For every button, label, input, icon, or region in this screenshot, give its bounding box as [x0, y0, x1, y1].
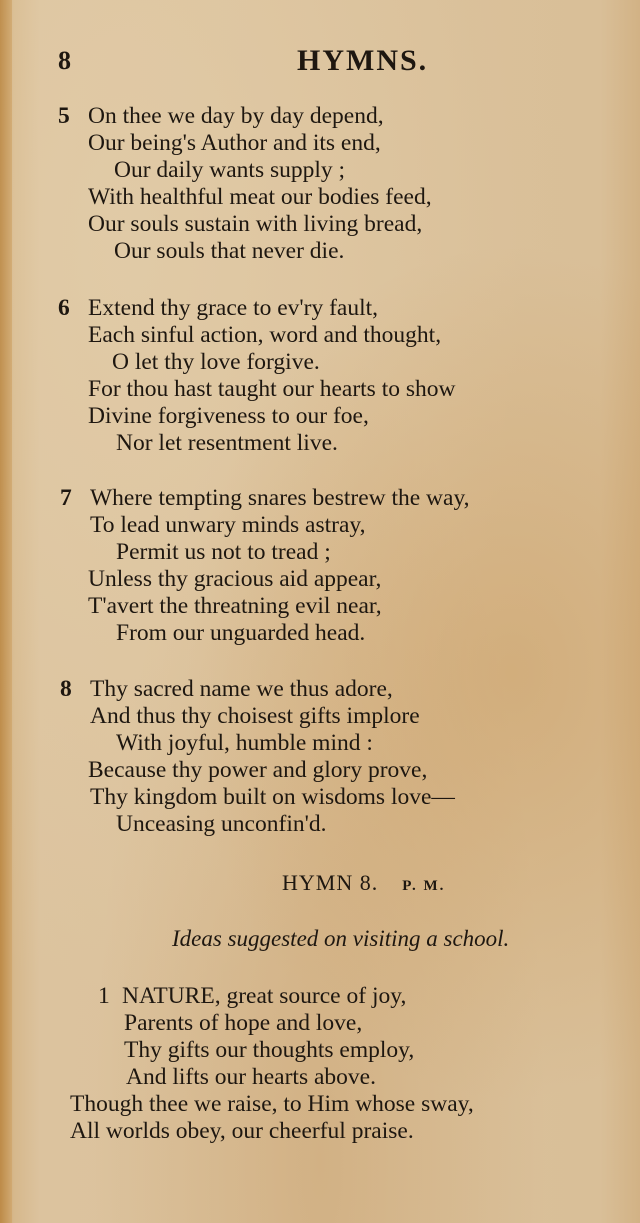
hymn-title: HYMN 8. — [282, 870, 379, 895]
running-title: HYMNS. — [297, 44, 429, 77]
page-header — [0, 40, 640, 80]
verse-line: NATURE, great source of joy, — [122, 983, 407, 1009]
verse-line: Permit us not to tread ; — [116, 539, 331, 565]
verse-line: Unless thy gracious aid appear, — [88, 566, 382, 592]
stanza-number: 7 — [60, 485, 72, 511]
verse-line: Thy gifts our thoughts employ, — [124, 1037, 415, 1063]
verse-line: All worlds obey, our cheerful praise. — [70, 1118, 414, 1144]
verse-line: Where tempting snares bestrew the way, — [90, 485, 470, 511]
verse-line: And thus thy choisest gifts implore — [90, 703, 420, 729]
verse-line: Unceasing unconfin'd. — [116, 811, 327, 837]
verse-line: Our daily wants supply ; — [114, 157, 346, 183]
stanza-number: 1 — [98, 983, 110, 1009]
verse-line: For thou hast taught our hearts to show — [88, 376, 456, 402]
stanza-number: 6 — [58, 295, 70, 321]
stanza-number: 5 — [58, 103, 70, 129]
verse-line: Extend thy grace to ev'ry fault, — [88, 295, 379, 321]
page-number: 8 — [58, 46, 71, 75]
verse-line: On thee we day by day depend, — [88, 103, 384, 129]
verse-line: And lifts our hearts above. — [126, 1064, 376, 1090]
verse-line: Our souls that never die. — [114, 238, 345, 264]
verse-line: Our souls sustain with living bread, — [88, 211, 423, 237]
verse-line: From our unguarded head. — [116, 620, 366, 646]
hymn-meter: P. M. — [402, 878, 446, 894]
verse-line: O let thy love forgive. — [112, 349, 320, 375]
stanza-number: 8 — [60, 676, 72, 702]
verse-line: Each sinful action, word and thought, — [88, 322, 442, 348]
verse-line: T'avert the threatning evil near, — [88, 593, 382, 619]
verse-line: With joyful, humble mind : — [116, 730, 373, 756]
verse-line: Nor let resentment live. — [116, 430, 338, 456]
verse-line: Though thee we raise, to Him whose sway, — [70, 1091, 474, 1117]
hymn-heading — [282, 870, 445, 896]
page-edge-stain — [0, 0, 12, 1223]
verse-line: Thy sacred name we thus adore, — [90, 676, 393, 702]
verse-line: Parents of hope and love, — [124, 1010, 363, 1036]
verse-line: Our being's Author and its end, — [88, 130, 381, 156]
verse-line: To lead unwary minds astray, — [90, 512, 366, 538]
verse-line: Divine forgiveness to our foe, — [88, 403, 369, 429]
verse-line: With healthful meat our bodies feed, — [88, 184, 432, 210]
verse-line: Because thy power and glory prove, — [88, 757, 428, 783]
hymn-subtitle: Ideas suggested on visiting a school. — [172, 926, 510, 951]
verse-line: Thy kingdom built on wisdoms love— — [90, 784, 455, 810]
